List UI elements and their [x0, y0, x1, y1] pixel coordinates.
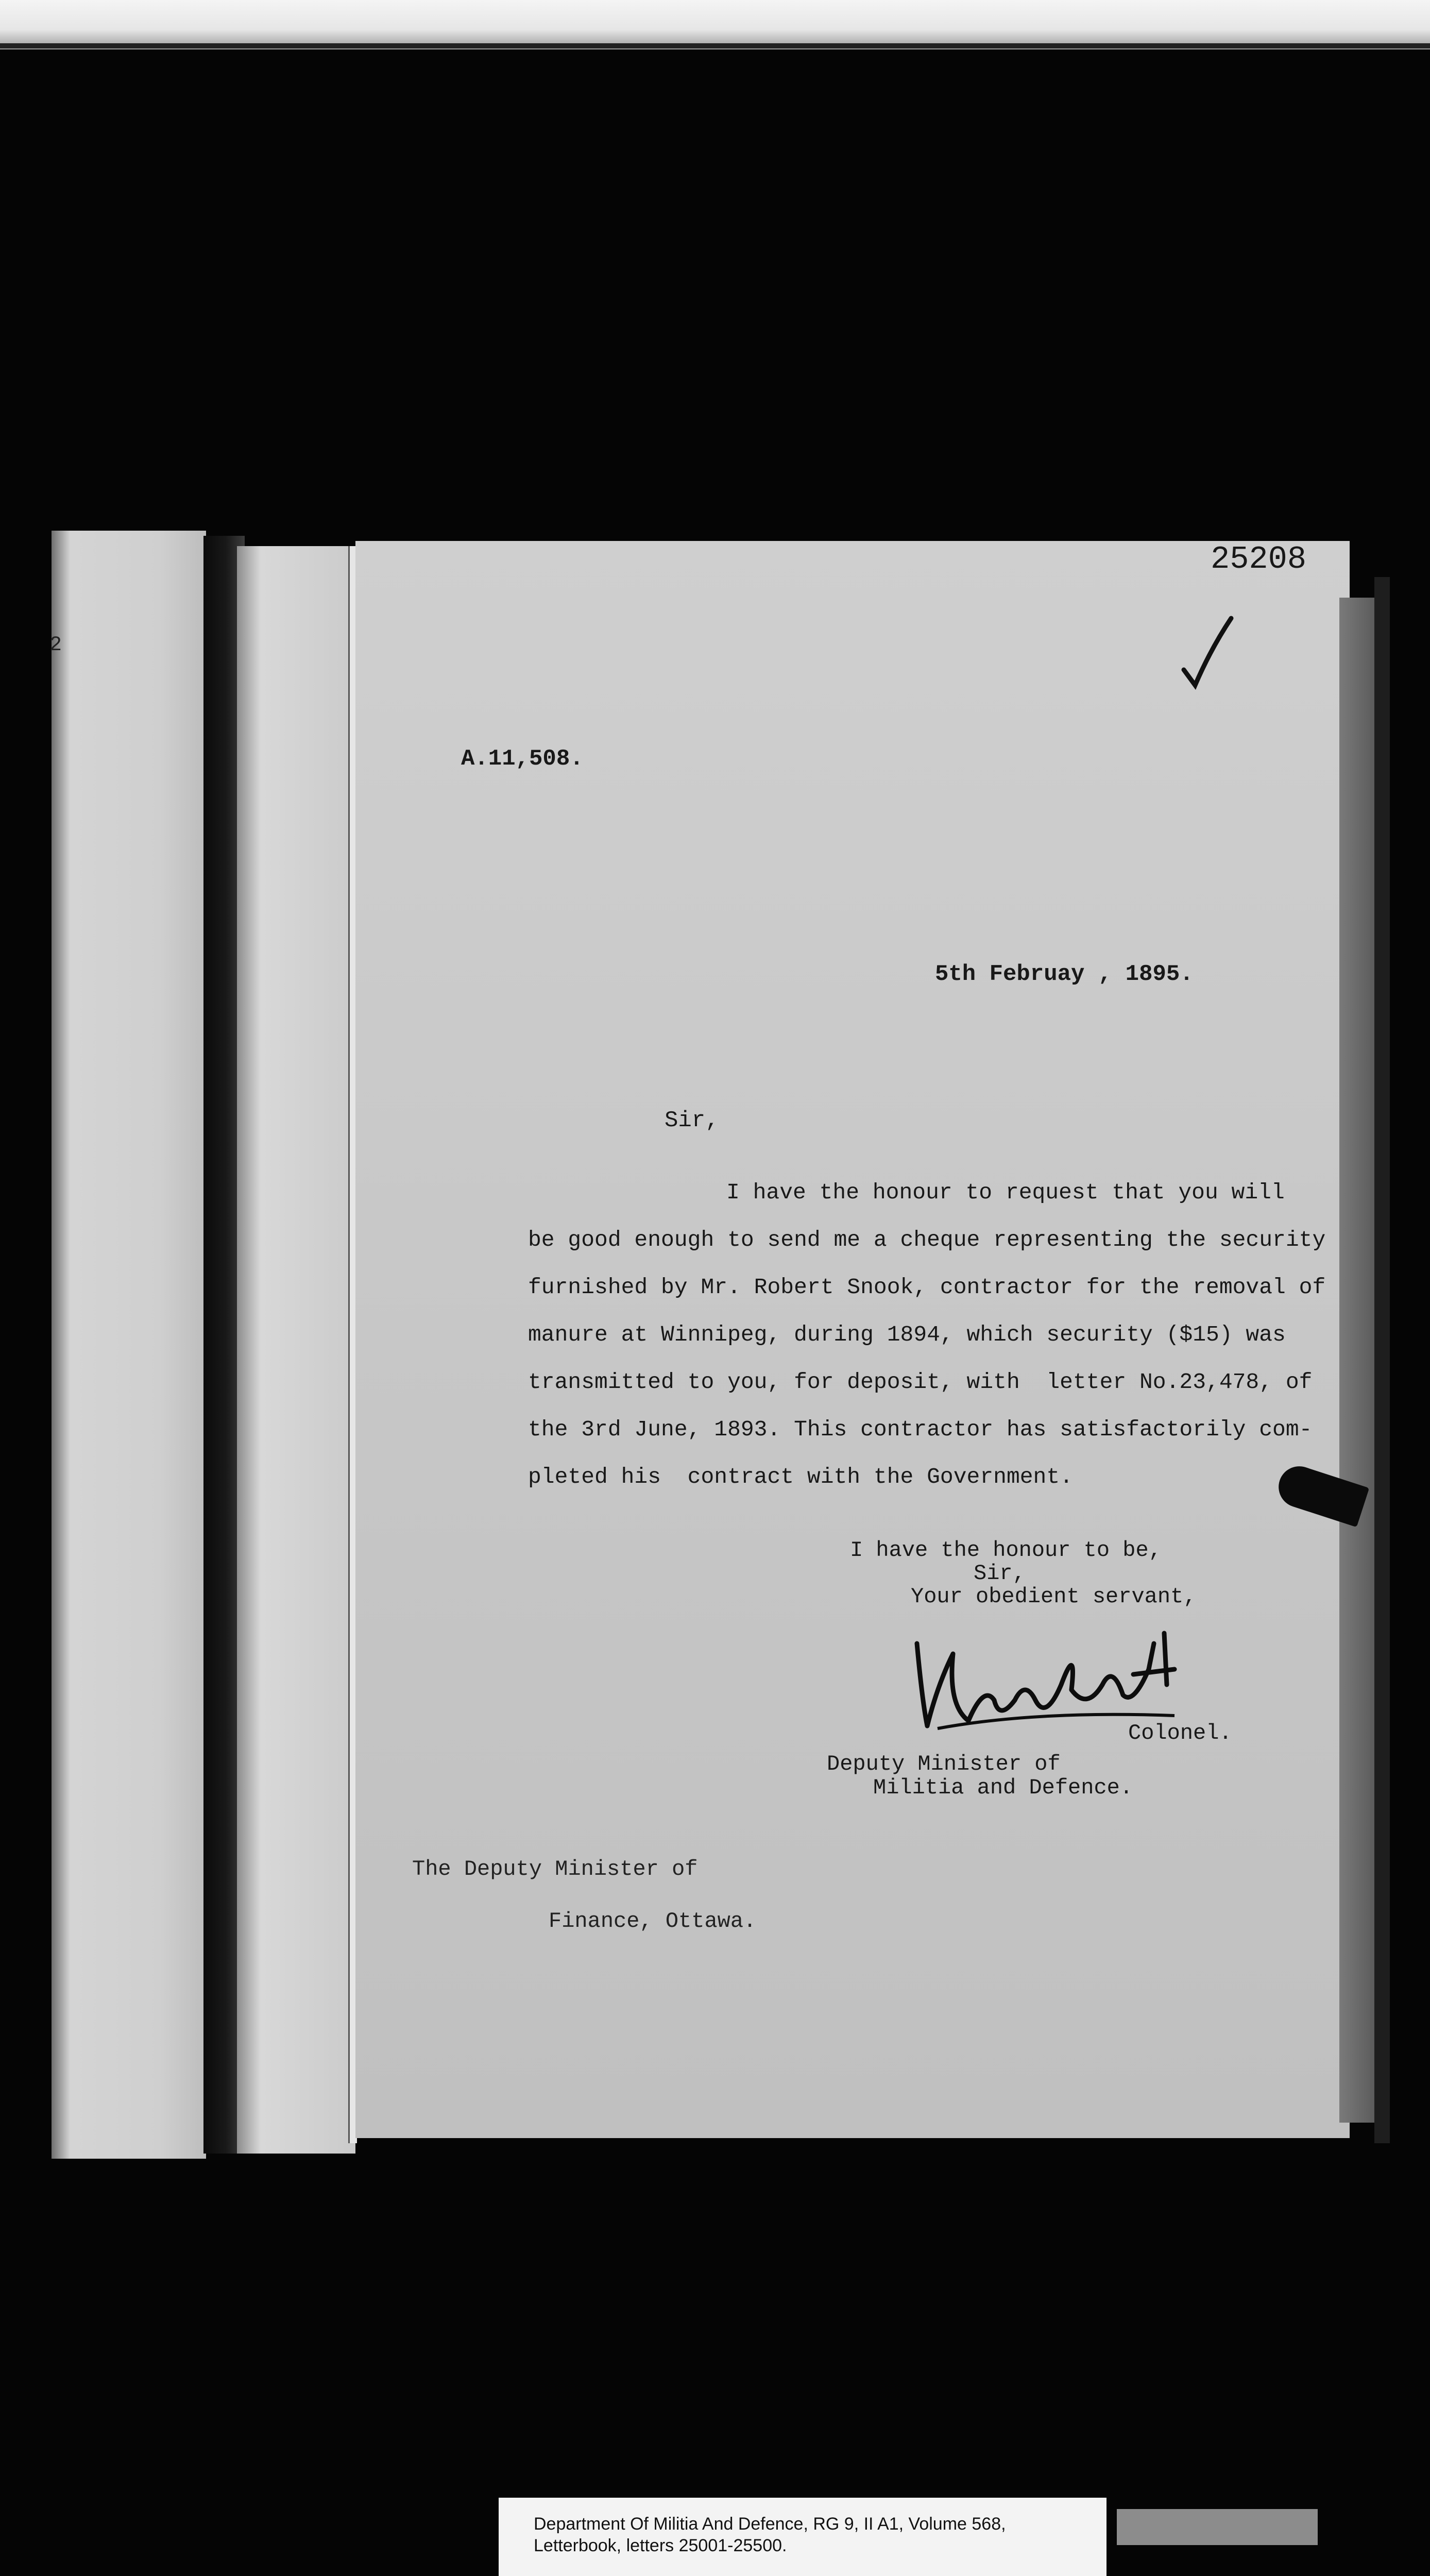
closing-line: I have the honour to be, [850, 1538, 1162, 1563]
right-dark-edge [1374, 577, 1390, 2143]
letter-date: 5th Februay , 1895. [935, 961, 1194, 987]
left-page [52, 531, 206, 2159]
film-top-strip [0, 0, 1430, 49]
quality-tag-upper [1117, 2509, 1318, 2545]
document-number: 25208 [1211, 541, 1307, 578]
closing-line: Your obedient servant, [911, 1584, 1197, 1609]
left-page-mark: 2 [49, 634, 62, 657]
tissue-sheet [237, 546, 355, 2154]
body-line: I have the honour to request that you will [726, 1180, 1285, 1205]
body-line: pleted his contract with the Government. [528, 1464, 1073, 1489]
right-page-strip [1339, 598, 1375, 2123]
signer-title-line: Deputy Minister of [827, 1752, 1061, 1776]
closing-line: Sir, [974, 1561, 1026, 1586]
body-line: the 3rd June, 1893. This contractor has satisfactorily com- [528, 1417, 1313, 1442]
body-line: furnished by Mr. Robert Snook, contractor for the removal of [528, 1275, 1326, 1300]
caption-line: Department Of Militia And Defence, RG 9, II A1, Volume 568, [534, 2514, 1006, 2534]
checkmark-icon [1180, 613, 1236, 690]
addressee-line: The Deputy Minister of [412, 1857, 698, 1882]
addressee-line: Finance, Ottawa. [549, 1909, 757, 1934]
signer-title-line: Militia and Defence. [873, 1775, 1133, 1800]
body-line: transmitted to you, for deposit, with letter No.23,478, of [528, 1369, 1313, 1395]
body-line: manure at Winnipeg, during 1894, which security ($15) was [528, 1322, 1286, 1347]
salutation: Sir, [665, 1108, 719, 1133]
body-line: be good enough to send me a cheque representing the security [528, 1227, 1326, 1252]
caption-line: Letterbook, letters 25001-25500. [534, 2536, 787, 2555]
reference-number: A.11,508. [461, 746, 584, 772]
signature-rank: Colonel. [1128, 1721, 1232, 1745]
archive-caption [534, 2513, 1006, 2556]
film-top-border [0, 43, 1430, 48]
